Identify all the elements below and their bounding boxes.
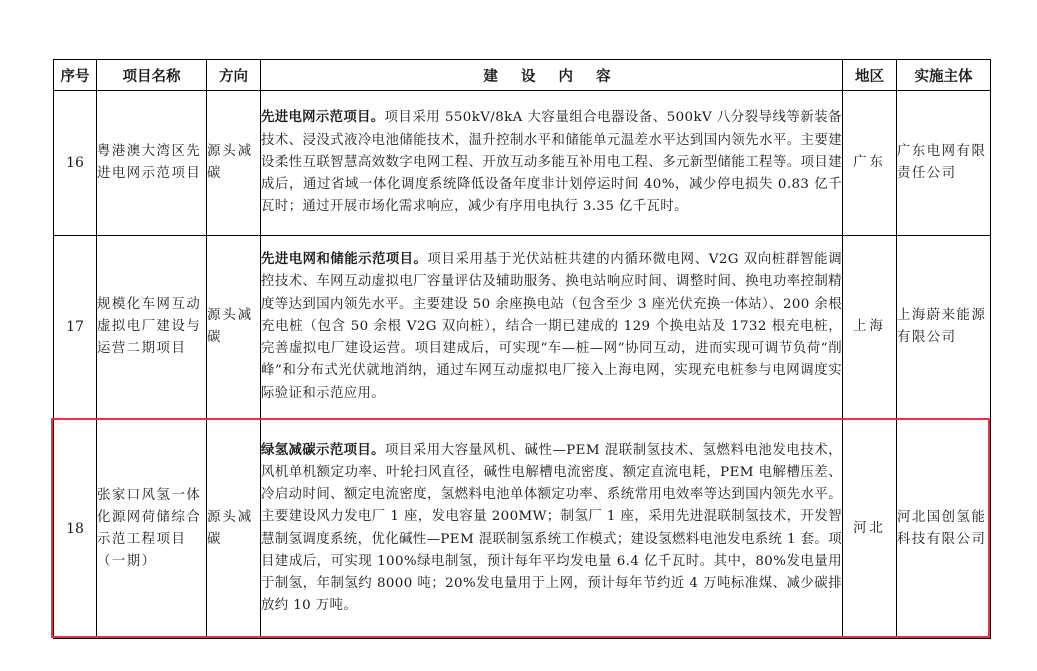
projects-table: [53, 59, 991, 639]
row-org: 广东电网有限责任公司: [897, 91, 991, 236]
row-project-name: 规模化车网互动虚拟电厂建设与运营二期项目: [97, 236, 207, 419]
row-project-name: 张家口风氢一体化源网荷储综合示范工程项目（一期）: [97, 419, 207, 639]
row-region: 河北: [843, 419, 897, 639]
table-row: [54, 236, 991, 419]
row-project-name: 粤港澳大湾区先进电网示范项目: [97, 91, 207, 236]
row-direction: 源头减碳: [207, 419, 261, 639]
row-num: 17: [54, 236, 97, 419]
header-region: 地区: [843, 60, 897, 91]
row-content-body: 项目采用基于光伏站桩共建的内循环微电网、V2G 双向桩群智能调控技术、车网互动虚拟电厂容量评估及辅助服务、换电站响应时间、调整时间、换电功率控制精度等达到国内领先水平。主要建设 50 余座换电站（包含至少 3 座光伏充换一体站）、200 余根充电桩（包含 50 余根 V2G 双向桩），结合一期已建成的 129 个换电站及 1732 根充电桩，完善虚拟电厂建设运营。项目建成后，可实现“车—桩—网”协同互动，进而实现可调节负荷“削峰”和分布式光伏就地消纳，通过车网互动虚拟电厂接入上海电网，实现充电桩参与电网调度实际验证和示范应用。: [261, 252, 842, 401]
row-content: [261, 91, 843, 236]
row-content: [261, 236, 843, 419]
header-content: 建 设 内 容: [261, 60, 843, 91]
header-name: 项目名称: [97, 60, 207, 91]
row-region: 上海: [843, 236, 897, 419]
table-row: [54, 91, 991, 236]
row-direction: 源头减碳: [207, 236, 261, 419]
row-content: [261, 419, 843, 639]
row-content-body: 项目采用 550kV/8kA 大容量组合电器设备、500kV 八分裂导线等新装备技术、浸没式液冷电池储能技术，温升控制水平和储能单元温差水平达到国内领先水平。主要建设柔性互联智慧高效数字电网工程、开放互动多能互补用电工程、多元新型储能工程等。项目建成后，通过省域一体化调度系统降低设备年度非计划停运时间 40%，减少停电损失 0.83 亿千瓦时；通过开展市场化需求响应，减少有序用电执行 3.35 亿千瓦时。: [261, 110, 842, 215]
header-org: 实施主体: [897, 60, 991, 91]
row-region: 广东: [843, 91, 897, 236]
header-direction: 方向: [207, 60, 261, 91]
row-direction: 源头减碳: [207, 91, 261, 236]
table-header-row: [54, 60, 991, 91]
row-content-body: 项目采用大容量风机、碱性—PEM 混联制氢技术、氢燃料电池发电技术，风机单机额定功率、叶轮扫风直径，碱性电解槽电流密度、额定直流电耗，PEM 电解槽压差、冷启动时间、额定电流密度，氢燃料电池单体额定功率、系统常用电效率等达到国内领先水平。主要建设风力发电厂 1 座，发电容量 200MW；制氢厂 1 座，采用先进混联制氢技术，开发智慧制氢调度系统，优化碱性—PEM 混联制氢系统工作模式；建设氢燃料电池发电系统 1 套。项目建成后，可实现 100%绿电制氢，预计每年平均发电量 6.4 亿千瓦时。其中，80%发电量用于制氢，年制氢约 8000 吨；20%发电量用于上网，预计每年节约近 4 万吨标准煤、减少碳排放约 10 万吨。: [261, 442, 842, 614]
row-org: 上海蔚来能源有限公司: [897, 236, 991, 419]
row-content-lead: 绿氢减碳示范项目。: [261, 442, 385, 458]
table-row-highlighted: [54, 419, 991, 639]
row-content-lead: 先进电网示范项目。: [261, 110, 385, 126]
header-num: 序号: [54, 60, 97, 91]
row-num: 18: [54, 419, 97, 639]
row-content-lead: 先进电网和储能示范项目。: [261, 252, 428, 268]
row-num: 16: [54, 91, 97, 236]
row-org: 河北国创氢能科技有限公司: [897, 419, 991, 639]
